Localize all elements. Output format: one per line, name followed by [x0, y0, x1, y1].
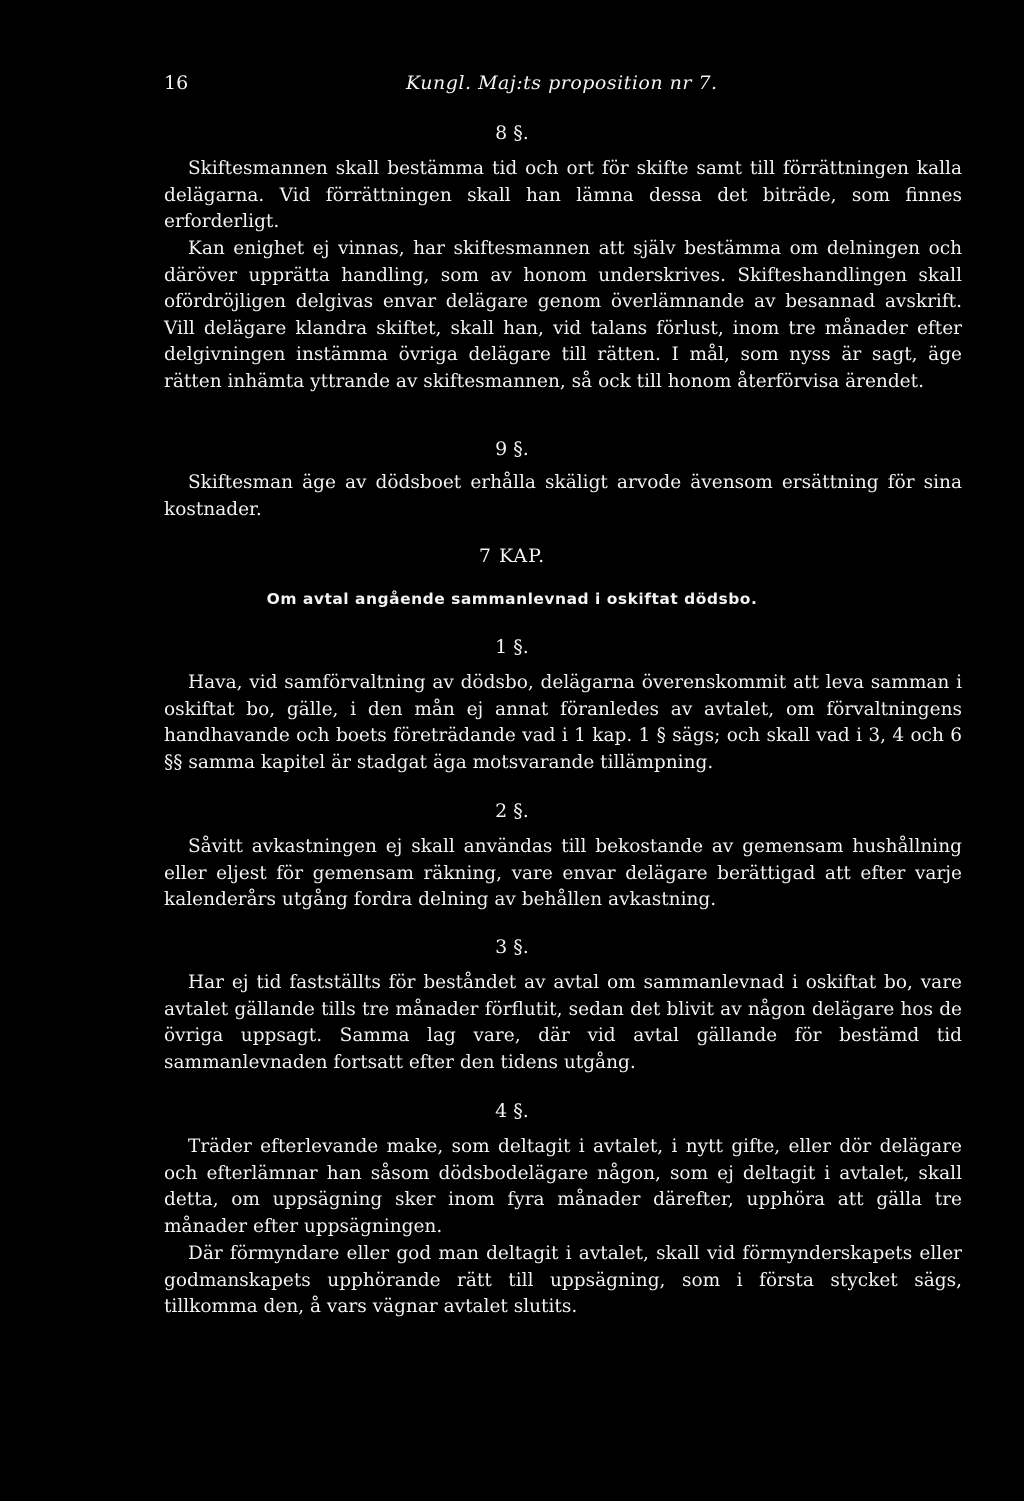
paragraph: Skiftesmannen skall bestämma tid och ort för skifte samt till förrättningen kalla delägarna. Vid förrättningen skall han lämna dessa det biträde, som finnes erforderligt.: [164, 158, 962, 232]
paragraph: Skiftesman äge av dödsboet erhålla skäligt arvode ävensom ersättning för sina kostnader.: [164, 472, 962, 520]
chapter-title: 7 KAP.: [478, 545, 546, 567]
paragraph: Såvitt avkastningen ej skall användas till bekostande av gemensam hushållning eller eljest för gemensam räkning, vare envar delägare berättigad att efter varje kalenderårs utgång fordra delning av behållen avkastning.: [164, 836, 962, 910]
chapter-subtitle: Om avtal angående sammanlevnad i oskiftat dödsbo.: [266, 590, 758, 608]
paragraph: Kan enighet ej vinnas, har skiftesmannen att själv bestämma om delningen och däröver upprätta handling, som av honom underskrives. Skifteshandlingen skall ofördröjligen delgivas envar delägare genom överlämnande av besannad avskrift. Vill delägare klandra skiftet, skall han, vid talans förlust, inom tre månader efter delgivningen instämma övriga delägare till rätten. I mål, som nyss är sagt, äge rätten inhämta yttrande av skiftesmannen, så ock till honom återförvisa ärendet.: [164, 238, 962, 392]
section-mark-8: 8 §.: [495, 122, 529, 144]
paragraph: Träder efterlevande make, som deltagit i avtalet, i nytt gifte, eller dör delägare och efterlämnar han såsom dödsbodelägare någon, som ej deltagit i avtalet, skall detta, om uppsägning sker inom fyra månader därefter, upphöra att gälla tre månader efter uppsägningen.: [164, 1136, 962, 1237]
running-title: Kungl. Maj:ts proposition nr 7.: [406, 72, 718, 94]
page-header: [164, 72, 964, 102]
paragraph: Hava, vid samförvaltning av dödsbo, delägarna överenskommit att leva samman i oskiftat bo, gälle, i den mån ej annat föranledes av avtalet, om förvaltningens handhavande och boets företrädande vad i 1 kap. 1 § sägs; och skall vad i 3, 4 och 6 §§ samma kapitel är stadgat äga motsvarande tillämpning.: [164, 672, 962, 773]
section-mark-1: 1 §.: [495, 636, 529, 658]
paragraph: Där förmyndare eller god man deltagit i avtalet, skall vid förmynderskapets eller godmanskapets upphörande rätt till uppsägning, som i första stycket sägs, tillkomma den, å vars vägnar avtalet slutits.: [164, 1243, 962, 1317]
section-mark-3: 3 §.: [495, 936, 529, 958]
paragraph: Har ej tid fastställts för beståndet av avtal om sammanlevnad i oskiftat bo, vare avtalet gällande tills tre månader förflutit, sedan det blivit av någon delägare hos de övriga uppsagt. Samma lag vare, där vid avtal gällande för bestämd tid sammanlevnaden fortsatt efter den tidens utgång.: [164, 972, 962, 1073]
page-number: 16: [164, 72, 189, 94]
section-mark-9: 9 §.: [495, 438, 529, 460]
section-mark-2: 2 §.: [495, 800, 529, 822]
section-mark-4: 4 §.: [495, 1100, 529, 1122]
